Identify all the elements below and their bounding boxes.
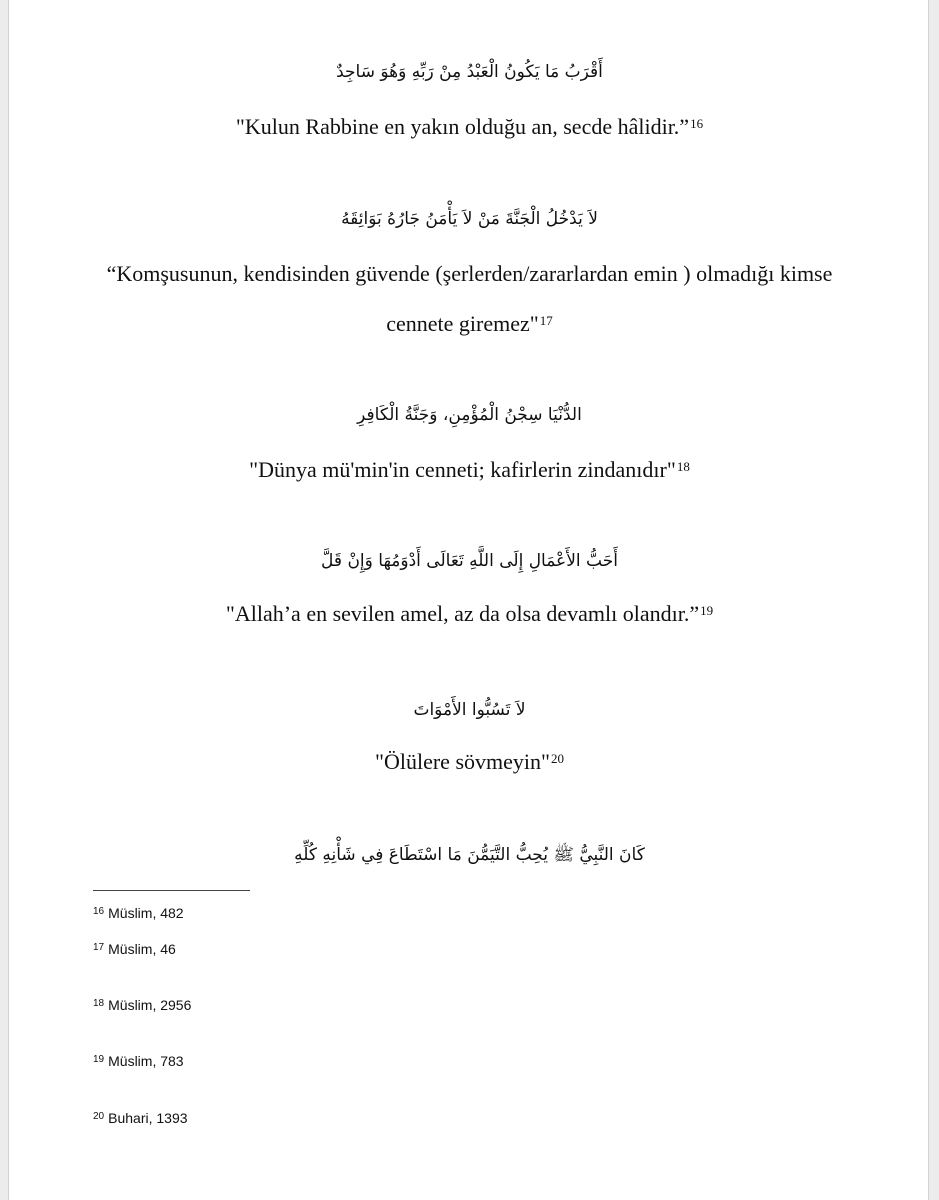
footnote-ref: 19: [700, 603, 714, 618]
footnote-17: $^{17}$ Müslim, 46: [93, 941, 176, 957]
hadith-arabic-6: كَانَ النَّبِيُّ ﷺ يُحِبُّ التَّيَمُّنَ مَا اسْتَطَاعَ فِي شَأْنِهِ كُلِّهِ: [294, 845, 645, 865]
footnote-divider: [93, 890, 250, 891]
hadith-translation-2-line1: “Komşusunun, kendisinden güvende (şerlerden/zararlardan emin ) olmadığı kimse: [106, 261, 833, 286]
hadith-arabic-3: الدُّنْيَا سِجْنُ الْمُؤْمِنِ، وَجَنَّةُ الْكَافِرِ: [357, 405, 582, 425]
footnote-18: $^{18}$ Müslim, 2956: [93, 997, 192, 1013]
hadith-arabic-2: لاَ يَدْخُلُ الْجَنَّةَ مَنْ لاَ يَأْمَنُ جَارُهُ بَوَائِقَهُ: [341, 209, 598, 229]
footnote-20: $^{20}$ Buhari, 1393: [93, 1110, 188, 1126]
hadith-translation-1: "Kulun Rabbine en yakın olduğu an, secde hâlidir.”$^{16}$: [235, 114, 704, 139]
hadith-arabic-5: لاَ تَسُبُّوا الأَمْوَاتَ: [413, 700, 526, 720]
hadith-translation-4: "Allah’a en sevilen amel, az da olsa devamlı olandır.”$^{19}$: [225, 601, 714, 626]
hadith-translation-3: "Dünya mü'min'in cenneti; kafirlerin zindanıdır"$^{18}$: [249, 457, 690, 482]
footnote-16: $^{16}$ Müslim, 482: [93, 905, 184, 921]
footnote-ref: 17: [539, 313, 553, 328]
document-page: [8, 0, 929, 1200]
hadith-arabic-1: أَقْرَبُ مَا يَكُونُ الْعَبْدُ مِنْ رَبِّهِ وَهُوَ سَاجِدٌ: [336, 62, 603, 82]
hadith-translation-5: "Ölülere sövmeyin"$^{20}$: [375, 749, 564, 774]
footnote-ref: 20: [550, 751, 564, 766]
footnote-ref: 16: [690, 116, 704, 131]
footnote-19: $^{19}$ Müslim, 783: [93, 1053, 184, 1069]
footnote-ref: 18: [676, 459, 690, 474]
hadith-translation-2-line2: cennete giremez"$^{17}$: [386, 311, 553, 336]
hadith-arabic-4: أَحَبُّ الأَعْمَالِ إِلَى اللَّهِ تَعَالَى أَدْوَمُهَا وَإِنْ قَلَّ: [321, 551, 618, 571]
